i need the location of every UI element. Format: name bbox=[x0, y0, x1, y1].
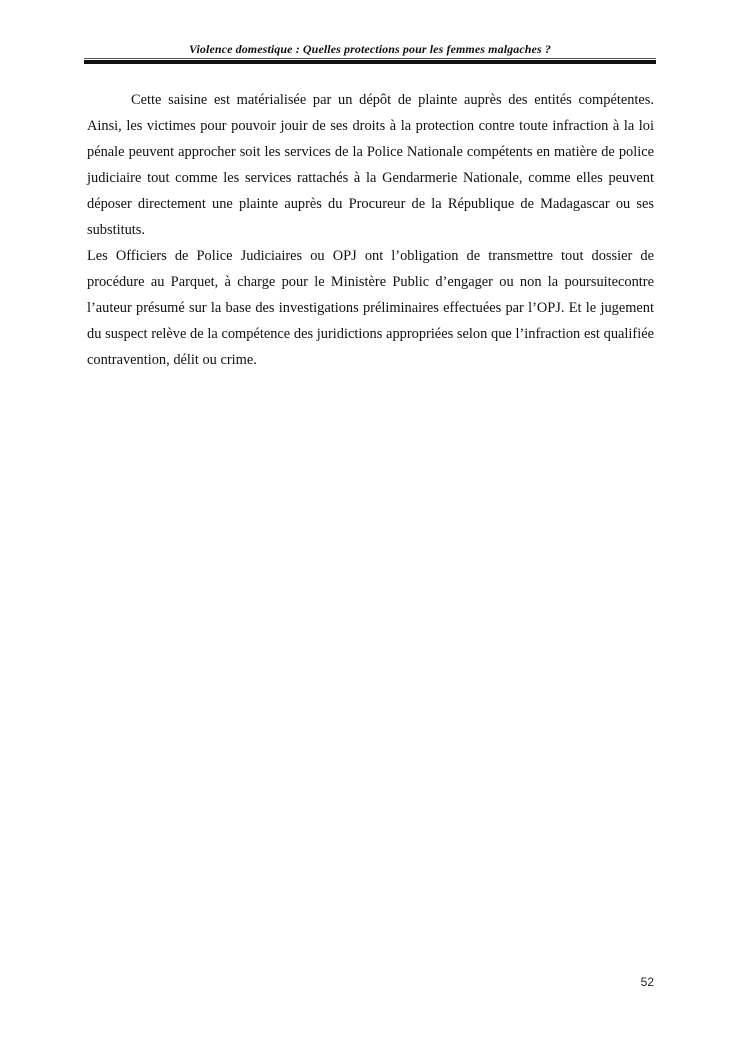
header-rule-thin bbox=[84, 58, 656, 59]
body-text bbox=[87, 87, 654, 373]
header-rule bbox=[84, 60, 656, 64]
page-number: 52 bbox=[640, 975, 654, 989]
paragraph-1: Cette saisine est matérialisée par un dépôt de plainte auprès des entités compétentes. Ainsi, les victimes pour pouvoir jouir de ses droits à la protection contre toute infraction à la loi pénale peuvent approcher soit les services de la Police Nationale compétents en matière de police judiciaire tout comme les services rattachés à la Gendarmerie Nationale, comme elles peuvent déposer directement une plainte auprès du Procureur de la République de Madagascar ou ses substituts. bbox=[87, 92, 654, 238]
paragraph-2: Les Officiers de Police Judiciaires ou OPJ ont l’obligation de transmettre tout dossier de procédure au Parquet, à charge pour le Ministère Public d’engager ou non la poursuitecontre l’auteur présumé sur la base des investigations préliminaires effectuées par l’OPJ. Et le jugement du suspect relève de la compétence des juridictions appropriées selon que l’infraction est qualifiée contravention, délit ou crime. bbox=[87, 248, 654, 368]
running-header-title: Violence domestique : Quelles protections pour les femmes malgaches ? bbox=[189, 42, 551, 56]
